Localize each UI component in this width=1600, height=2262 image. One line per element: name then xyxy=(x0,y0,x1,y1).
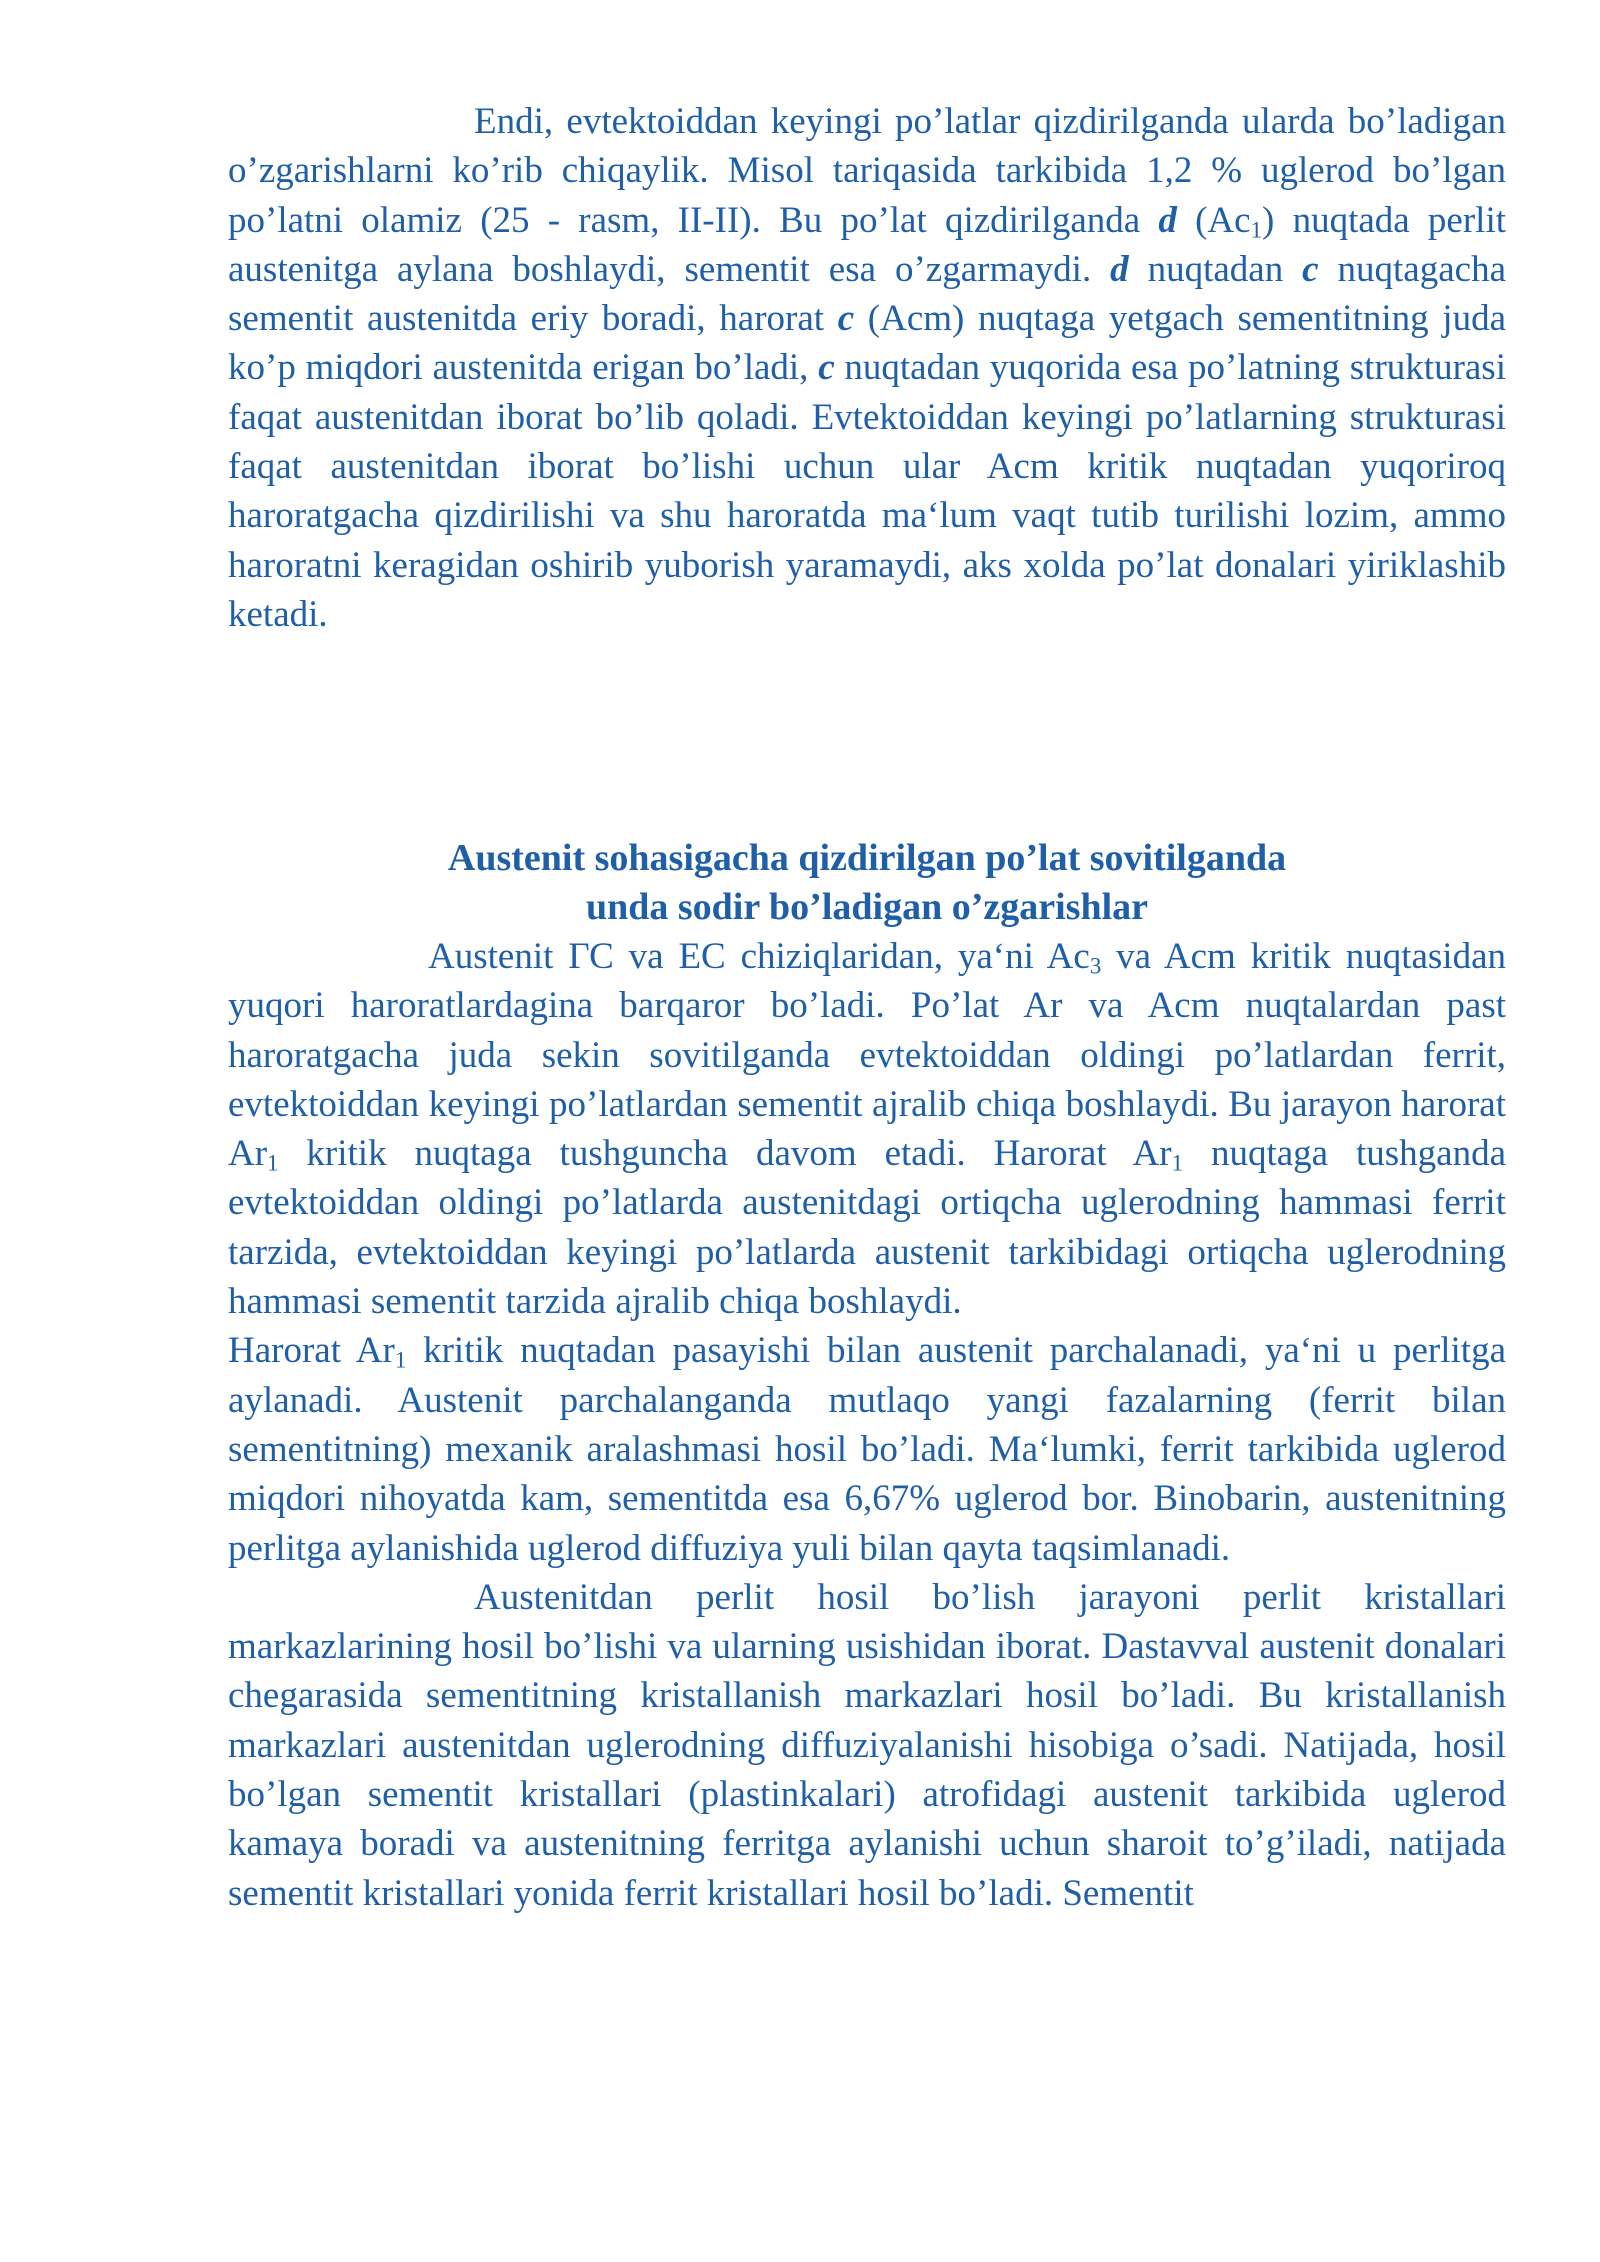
paragraph-2: Austenit ГС va ЕС chiziqlaridan, ya‘ni $Ac_3$ va Acm kritik nuqtasidan yuqori haroratlardagina barqaror bo’ladi. Po’lat Ar va Acm nuqtalardan past haroratgacha juda sekin sovitilganda evtektoiddan oldingi po’latlardan ferrit, evtektoiddan keyingi po’latlardan sementit ajralib chiqa boshlaydi. Bu jarayon harorat $Ar_1$ kritik nuqtaga tushguncha davom etadi. Harorat $Ar_1$ nuqtaga tushganda evtektoiddan oldingi po’latlarda austenitdagi ortiqcha uglerodning hammasi ferrit tarzida, evtektoiddan keyingi po’latlarda austenit tarkibidagi ortiqcha uglerodning hammasi sementit tarzida ajralib chiqa boshlaydi. xyxy=(228,936,1507,1323)
paragraph-4: Austenitdan perlit hosil bo’lish jarayoni perlit kristallari markazlarining hosil bo’lishi va ularning usishidan iborat. Dastavval austenit donalari chegarasida sementitning kristallanish markazlari hosil bo’ladi. Bu kristallanish markazlari austenitdan uglerodning diffuziyalanishi hisobiga o’sadi. Natijada, hosil bo’lgan sementit kristallari (plastinkalari) atrofidagi austenit tarkibida uglerod kamaya boradi va austenitning ferritga aylanishi uchun sharoit to’g’iladi, natijada sementit kristallari yonida ferrit kristallari hosil bo’ladi. Sementit xyxy=(228,1576,1506,1914)
paragraph-intro xyxy=(228,97,1506,639)
section-heading xyxy=(228,834,1506,932)
paragraph-3: Harorat $Ar_1$ kritik nuqtadan pasayishi bilan austenit parchalanadi, ya‘ni u perlitga aylanadi. Austenit parchalanganda mutlaqo yangi fazalarning (ferrit bilan sementitning) mexanik aralashmasi hosil bo’ladi. Ma‘lumki, ferrit tarkibida uglerod miqdori nihoyatda kam, sementitda esa 6,67% uglerod bor. Binobarin, austenitning perlitga aylanishida uglerod diffuziya yuli bilan qayta taqsimlanadi. xyxy=(228,1330,1506,1569)
heading-line-2: unda sodir bo’ladigan o’zgarishlar xyxy=(585,886,1149,928)
paragraph-1: Endi, evtektoiddan keyingi po’latlar qizdirilganda ularda bo’ladigan o’zgarishlarni ko’rib chiqaylik. Misol tariqasida tarkibida 1,2 % uglerod bo’lgan po’latni olamiz (25 - rasm, II-II). Bu po’lat qizdirilganda d $(Ac_1)$ nuqtada perlit austenitga aylana boshlaydi, sementit esa o’zgarmaydi. d nuqtadan c nuqtagacha sementit austenitda eriy boradi, harorat c (Acm) nuqtaga yetgach sementitning juda ko’p miqdori austenitda erigan bo’ladi, c nuqtadan yuqorida esa po’latning strukturasi faqat austenitdan iborat bo’lib qoladi. Evtektoiddan keyingi po’latlarning strukturasi faqat austenitdan iborat bo’lishi uchun ular Acm kritik nuqtadan yuqoriroq haroratgacha qizdirilishi va shu haroratda ma‘lum vaqt tutib turilishi lozim, ammo haroratni keragidan oshirib yuborish yaramaydi, aks xolda po’lat donalari yiriklashib ketadi. xyxy=(228,101,1507,635)
section-body xyxy=(228,932,1506,1918)
heading-line-1: Austenit sohasigacha qizdirilgan po’lat sovitilganda xyxy=(447,837,1287,879)
